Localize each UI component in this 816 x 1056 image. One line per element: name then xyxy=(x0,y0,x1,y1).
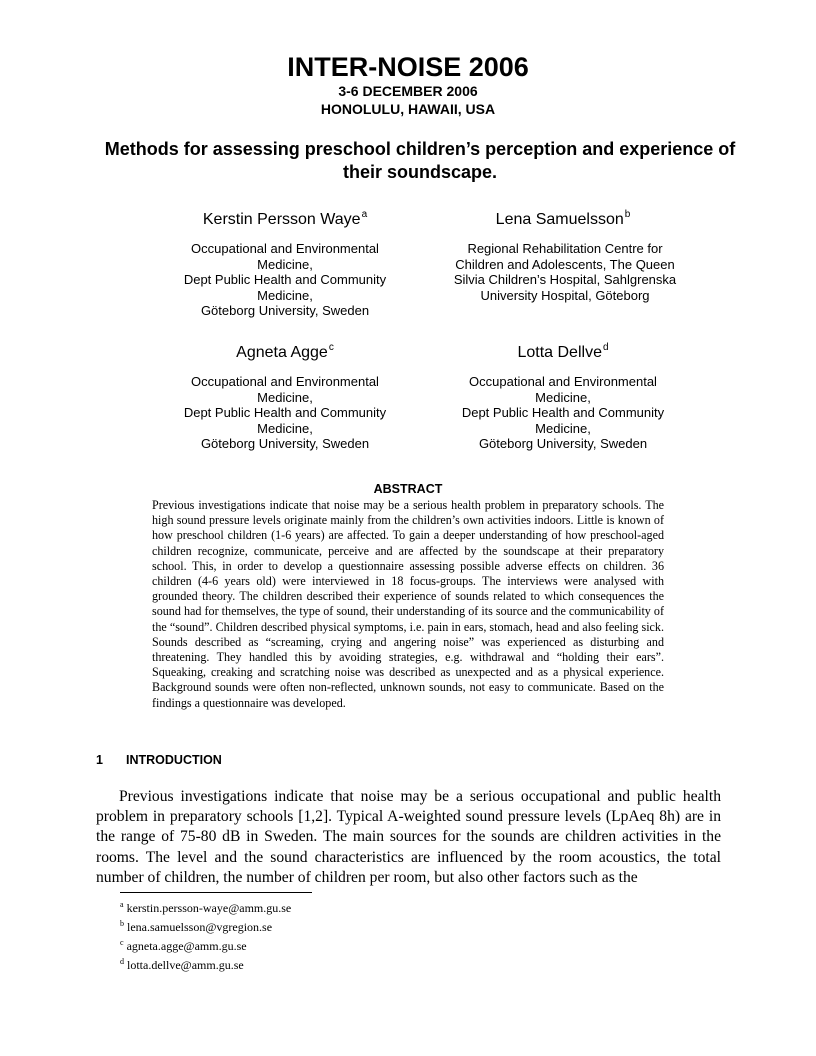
conference-date: 3-6 DECEMBER 2006 xyxy=(338,83,478,99)
author-footnote-mark: d xyxy=(602,342,609,353)
author-name: Agneta Agge$^c$ xyxy=(236,342,334,361)
author-name: Lena Samuelsson$^b$ xyxy=(495,209,631,228)
author-email: agneta.agge@amm.gu.se xyxy=(126,939,247,953)
footnote-item: $^a$ kerstin.persson-waye@amm.gu.se xyxy=(120,900,292,915)
author-email: kerstin.persson-waye@amm.gu.se xyxy=(126,901,292,915)
conference-title: INTER-NOISE 2006 xyxy=(287,52,529,82)
footnote-item: $^c$ agneta.agge@amm.gu.se xyxy=(120,938,247,953)
footnote-item: $^b$ lena.samuelsson@vgregion.se xyxy=(120,919,273,934)
author-email: lotta.dellve@amm.gu.se xyxy=(127,958,244,972)
introduction-paragraph: Previous investigations indicate that noise may be a serious occupational and public health problem in preparatory schools [1,2]. Typical A-weighted sound pressure levels (LpAeq 8h) are in the range of 75-80 dB in Sweden. The main sources for the sounds are children activities in the rooms. The level and the sound characteristics are influenced by the room acoustics, the total number of children, the number of children per room, but also other factors such as the xyxy=(96,788,721,886)
footnote-divider xyxy=(120,892,312,893)
paper-title: Methods for assessing preschool children’s perception and experience of their soundscape. xyxy=(104,139,736,182)
author-affiliation: Occupational and Environmental Medicine, Dept Public Health and Community Medicine, Göteborg University, Sweden xyxy=(461,374,665,451)
author-email: lena.samuelsson@vgregion.se xyxy=(127,920,273,934)
footnotes xyxy=(120,897,291,973)
author-name: Kerstin Persson Waye$^a$ xyxy=(202,209,368,228)
author-name: Lotta Dellve$^d$ xyxy=(517,342,609,361)
section-number: 1 xyxy=(96,753,103,767)
abstract-heading: ABSTRACT xyxy=(373,482,443,496)
conference-location: HONOLULU, HAWAII, USA xyxy=(320,101,496,117)
author-footnote-mark: b xyxy=(624,209,631,220)
author-affiliation: Occupational and Environmental Medicine, Dept Public Health and Community Medicine, Göteborg University, Sweden xyxy=(183,374,387,451)
footnote-item: $^d$ lotta.dellve@amm.gu.se xyxy=(120,957,244,972)
author-affiliation: Regional Rehabilitation Centre for Children and Adolescents, The Queen Silvia Children’s Hospital, Sahlgrenska University Hospital, Göteborg xyxy=(453,241,677,303)
section-title: INTRODUCTION xyxy=(126,753,222,767)
abstract-text: Previous investigations indicate that noise may be a serious health problem in preparatory schools. The high sound pressure levels originate mainly from the children’s own activities indoors. Little is known of how preschool children (1-6 years) are affected. To gain a deeper understanding of how preschool-aged children recognize, communicate, perceive and are affected by the soundscape at their preparatory school. This, in order to develop a questionnaire assessing possible adverse effects on children. 36 children (4-6 years old) were interviewed in 18 focus-groups. The interviews were analysed with grounded theory. The children described their experience of sounds related to which consequences the sound had for themselves, the type of sound, their understanding of its source and the communicability of the “sound”. Children described physical symptoms, i.e. pain in ears, stomach, head and also feeling sick. Sounds described as “screaming, crying and angering noise” was experienced as disturbing and threatening. They handled this by avoiding strategies, e.g. withdrawal and “holding their ears”. Squeaking, creaking and scratching noise was described as unexpected and as a physical experience. Background sounds were often non-reflected, unknown sounds, not easy to communicate. Based on the findings a questionnaire was developed. xyxy=(152,498,664,710)
section-heading xyxy=(96,752,222,768)
author-footnote-mark: c xyxy=(328,342,334,353)
author-footnote-mark: a xyxy=(361,209,368,220)
author-affiliation: Occupational and Environmental Medicine, Dept Public Health and Community Medicine, Göteborg University, Sweden xyxy=(183,241,387,318)
